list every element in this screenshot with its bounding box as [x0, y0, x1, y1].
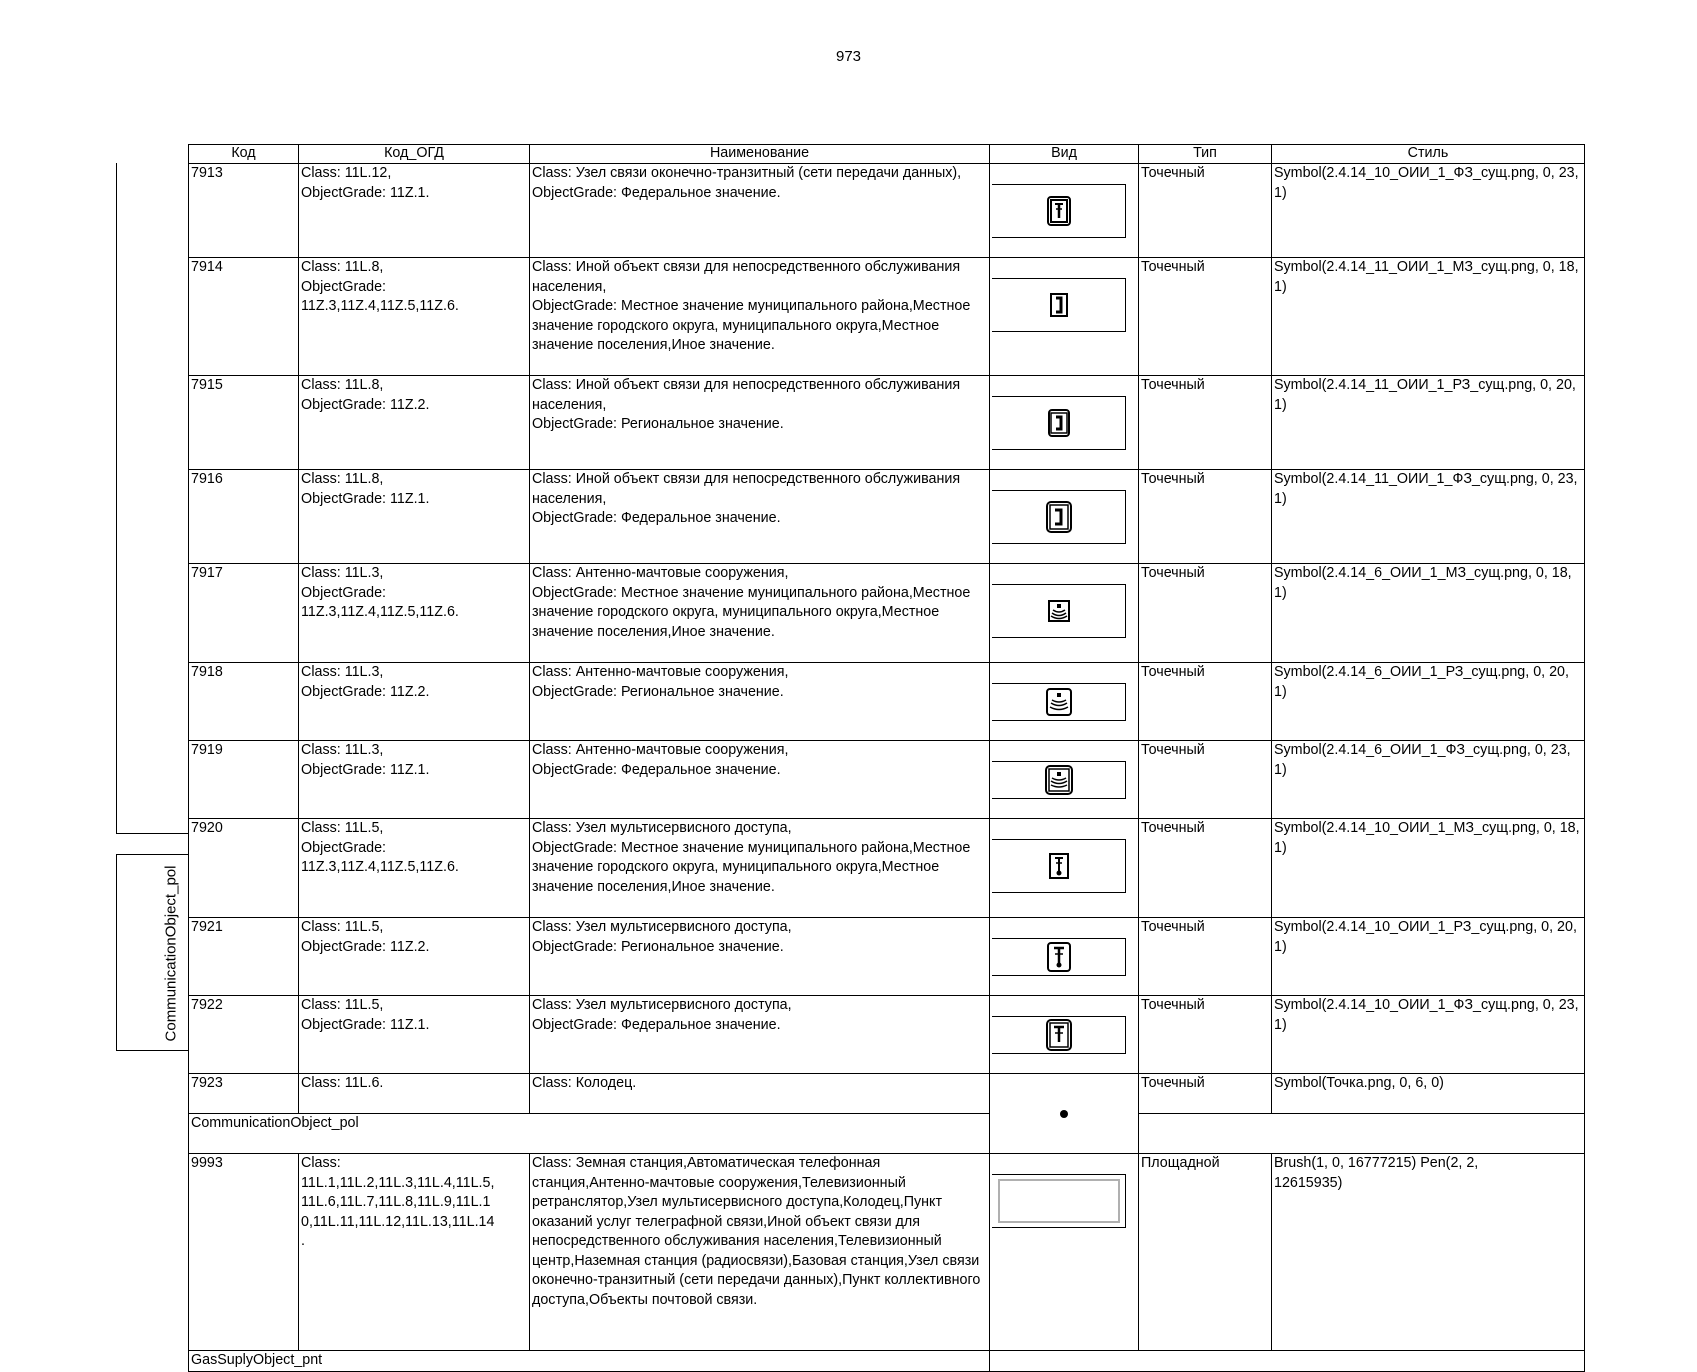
- cell-ogd: Class: 11L.5, ObjectGrade: 11Z.3,11Z.4,11Z.5,11Z.6.: [299, 819, 530, 918]
- header-vid: Вид: [990, 145, 1139, 164]
- header-kod: Код: [189, 145, 299, 164]
- cell-kod: 7916: [189, 470, 299, 564]
- cell-kod: 7918: [189, 663, 299, 741]
- cell-type: Точечный: [1139, 1074, 1272, 1114]
- header-type: Тип: [1139, 145, 1272, 164]
- group-title: GasSuplyObject_pnt: [189, 1351, 990, 1372]
- cell-name: Class: Антенно-мачтовые сооружения, ObjectGrade: Федеральное значение.: [530, 741, 990, 819]
- table-row: [189, 996, 1585, 1074]
- table-row: [189, 564, 1585, 663]
- group-filler: [990, 1351, 1585, 1372]
- cell-type: Точечный: [1139, 470, 1272, 564]
- symbol-frame: [992, 683, 1126, 721]
- cell-vid: [990, 376, 1139, 470]
- symbol-frame: [992, 184, 1126, 238]
- cell-kod: 9993: [189, 1154, 299, 1351]
- layer-side-label: CommunicationObject_pol: [162, 865, 180, 1041]
- cell-vid: [990, 164, 1139, 258]
- table-row: [189, 663, 1585, 741]
- table-row: [189, 1154, 1585, 1351]
- telecom-node-federal-icon: [1047, 196, 1071, 226]
- dot-icon: [1059, 1109, 1069, 1119]
- layer-side-label-wrap: [161, 859, 181, 1047]
- cell-kod: 7920: [189, 819, 299, 918]
- antenna-mast-regional-icon: [1046, 688, 1072, 716]
- bracket-line: [116, 833, 188, 834]
- cell-name: Class: Земная станция,Автоматическая телефонная станция,Антенно-мачтовые сооружения,Телевизионный ретранслятор,Узел мультисервисного доступа,Колодец,Пункт оказаний услуг телеграфной связи,Иной объект связи для непосредственного обслуживания населения,Телевизионный центр,Наземная станция (радиосвязи),Базовая станция,Узел связи оконечно-транзитный (сети передачи данных),Пункт коллективного доступа,Объекты почтовой связи.: [530, 1154, 990, 1351]
- symbol-frame: [992, 490, 1126, 544]
- cell-name: Class: Иной объект связи для непосредственного обслуживания населения, ObjectGrade: Местное значение муниципального района,Местное значение городского округа, муниципального округа,Местное значение поселения,Иное значение.: [530, 258, 990, 376]
- cell-vid: [990, 918, 1139, 996]
- cell-kod: 7919: [189, 741, 299, 819]
- cell-style: Symbol(2.4.14_10_ОИИ_1_ФЗ_сущ.png, 0, 23, 1): [1272, 164, 1585, 258]
- cell-type: Точечный: [1139, 918, 1272, 996]
- cell-style: Symbol(2.4.14_11_ОИИ_1_ФЗ_сущ.png, 0, 23, 1): [1272, 470, 1585, 564]
- bracket-line: [116, 163, 117, 833]
- cell-ogd: Class: 11L.8, ObjectGrade: 11Z.1.: [299, 470, 530, 564]
- symbol-table: [188, 144, 1585, 1372]
- table-row: [189, 164, 1585, 258]
- cell-type: Точечный: [1139, 663, 1272, 741]
- symbol-frame: [992, 584, 1126, 638]
- cell-name: Class: Иной объект связи для непосредственного обслуживания населения, ObjectGrade: Региональное значение.: [530, 376, 990, 470]
- cell-vid: [990, 741, 1139, 819]
- cell-style: Symbol(2.4.14_11_ОИИ_1_РЗ_сущ.png, 0, 20, 1): [1272, 376, 1585, 470]
- cell-style: Symbol(2.4.14_11_ОИИ_1_МЗ_сущ.png, 0, 18, 1): [1272, 258, 1585, 376]
- cell-type: Точечный: [1139, 376, 1272, 470]
- cell-style: Symbol(2.4.14_10_ОИИ_1_ФЗ_сущ.png, 0, 23, 1): [1272, 996, 1585, 1074]
- service-object-federal-icon: [1046, 501, 1072, 533]
- symbol-frame: [992, 396, 1126, 450]
- cell-vid: [990, 1154, 1139, 1351]
- cell-name: Class: Узел мультисервисного доступа, ObjectGrade: Федеральное значение.: [530, 996, 990, 1074]
- table-row: [189, 1074, 1585, 1114]
- cell-style: Symbol(2.4.14_10_ОИИ_1_МЗ_сущ.png, 0, 18, 1): [1272, 819, 1585, 918]
- cell-name: Class: Иной объект связи для непосредственного обслуживания населения, ObjectGrade: Федеральное значение.: [530, 470, 990, 564]
- cell-kod: 7915: [189, 376, 299, 470]
- group-title: CommunicationObject_pol: [189, 1114, 990, 1154]
- symbol-frame: [992, 761, 1126, 799]
- cell-name: Class: Узел связи оконечно-транзитный (сети передачи данных), ObjectGrade: Федеральное значение.: [530, 164, 990, 258]
- cell-ogd: Class: 11L.3, ObjectGrade: 11Z.1.: [299, 741, 530, 819]
- cell-name: Class: Антенно-мачтовые сооружения, ObjectGrade: Местное значение муниципального района,Местное значение городского округа, муниципального округа,Местное значение поселения,Иное значение.: [530, 564, 990, 663]
- cell-kod: 7914: [189, 258, 299, 376]
- cell-vid: [990, 470, 1139, 564]
- symbol-frame: [992, 1094, 1136, 1134]
- cell-type: Точечный: [1139, 819, 1272, 918]
- cell-type: Точечный: [1139, 996, 1272, 1074]
- table-row: [189, 918, 1585, 996]
- cell-kod: 7913: [189, 164, 299, 258]
- table-row: [189, 741, 1585, 819]
- cell-kod: 7921: [189, 918, 299, 996]
- cell-ogd: Class: 11L.3, ObjectGrade: 11Z.3,11Z.4,11Z.5,11Z.6.: [299, 564, 530, 663]
- cell-style: Symbol(2.4.14_6_ОИИ_1_РЗ_сущ.png, 0, 20, 1): [1272, 663, 1585, 741]
- header-name: Наименование: [530, 145, 990, 164]
- cell-style: Symbol(2.4.14_10_ОИИ_1_РЗ_сущ.png, 0, 20, 1): [1272, 918, 1585, 996]
- service-object-local-icon: [1049, 292, 1069, 318]
- cell-type: Площадной: [1139, 1154, 1272, 1351]
- header-kod-ogd: Код_ОГД: [299, 145, 530, 164]
- cell-type: Точечный: [1139, 564, 1272, 663]
- cell-kod: 7923: [189, 1074, 299, 1114]
- cell-type: Точечный: [1139, 258, 1272, 376]
- cell-vid: [990, 819, 1139, 918]
- cell-style: Symbol(2.4.14_6_ОИИ_1_ФЗ_сущ.png, 0, 23, 1): [1272, 741, 1585, 819]
- cell-type: Точечный: [1139, 741, 1272, 819]
- cell-vid: [990, 663, 1139, 741]
- cell-ogd: Class: 11L.3, ObjectGrade: 11Z.2.: [299, 663, 530, 741]
- cell-name: Class: Узел мультисервисного доступа, ObjectGrade: Региональное значение.: [530, 918, 990, 996]
- multiservice-node-regional-icon: [1047, 942, 1071, 972]
- cell-style: Symbol(Точка.png, 0, 6, 0): [1272, 1074, 1585, 1114]
- group-filler: [1139, 1114, 1585, 1154]
- table-row: [189, 470, 1585, 564]
- cell-vid: [990, 1074, 1139, 1154]
- cell-type: Точечный: [1139, 164, 1272, 258]
- symbol-frame: [992, 1174, 1126, 1228]
- symbol-frame: [992, 839, 1126, 893]
- cell-vid: [990, 564, 1139, 663]
- cell-ogd: Class: 11L.5, ObjectGrade: 11Z.2.: [299, 918, 530, 996]
- cell-name: Class: Антенно-мачтовые сооружения, ObjectGrade: Региональное значение.: [530, 663, 990, 741]
- cell-ogd: Class: 11L.8, ObjectGrade: 11Z.3,11Z.4,11Z.5,11Z.6.: [299, 258, 530, 376]
- cell-style: Brush(1, 0, 16777215) Pen(2, 2, 12615935): [1272, 1154, 1585, 1351]
- service-object-regional-icon: [1048, 409, 1070, 437]
- cell-vid: [990, 258, 1139, 376]
- layer-side-box: [116, 854, 188, 1051]
- polygon-swatch-icon: [998, 1179, 1120, 1223]
- group-row: [189, 1114, 1585, 1154]
- header-style: Стиль: [1272, 145, 1585, 164]
- cell-name: Class: Колодец.: [530, 1074, 990, 1114]
- table-header-row: [189, 145, 1585, 164]
- antenna-mast-local-icon: [1047, 599, 1071, 623]
- cell-ogd: Class: 11L.1,11L.2,11L.3,11L.4,11L.5, 11L.6,11L.7,11L.8,11L.9,11L.1 0,11L.11,11L.12,11L.13,11L.14 .: [299, 1154, 530, 1351]
- cell-kod: 7922: [189, 996, 299, 1074]
- table-row: [189, 376, 1585, 470]
- cell-vid: [990, 996, 1139, 1074]
- cell-ogd: Class: 11L.5, ObjectGrade: 11Z.1.: [299, 996, 530, 1074]
- cell-ogd: Class: 11L.8, ObjectGrade: 11Z.2.: [299, 376, 530, 470]
- cell-name: Class: Узел мультисервисного доступа, ObjectGrade: Местное значение муниципального района,Местное значение городского округа, муниципального округа,Местное значение поселения,Иное значение.: [530, 819, 990, 918]
- page-number: 973: [835, 48, 862, 65]
- multiservice-node-federal-icon: [1046, 1019, 1072, 1051]
- cell-style: Symbol(2.4.14_6_ОИИ_1_МЗ_сущ.png, 0, 18, 1): [1272, 564, 1585, 663]
- cell-ogd: Class: 11L.12, ObjectGrade: 11Z.1.: [299, 164, 530, 258]
- cell-kod: 7917: [189, 564, 299, 663]
- symbol-frame: [992, 938, 1126, 976]
- table-row: [189, 258, 1585, 376]
- symbol-frame: [992, 278, 1126, 332]
- cell-ogd: Class: 11L.6.: [299, 1074, 530, 1114]
- symbol-frame: [992, 1016, 1126, 1054]
- multiservice-node-local-icon: [1048, 852, 1070, 880]
- antenna-mast-federal-icon: [1045, 765, 1073, 795]
- table-row: [189, 819, 1585, 918]
- group-row: [189, 1351, 1585, 1372]
